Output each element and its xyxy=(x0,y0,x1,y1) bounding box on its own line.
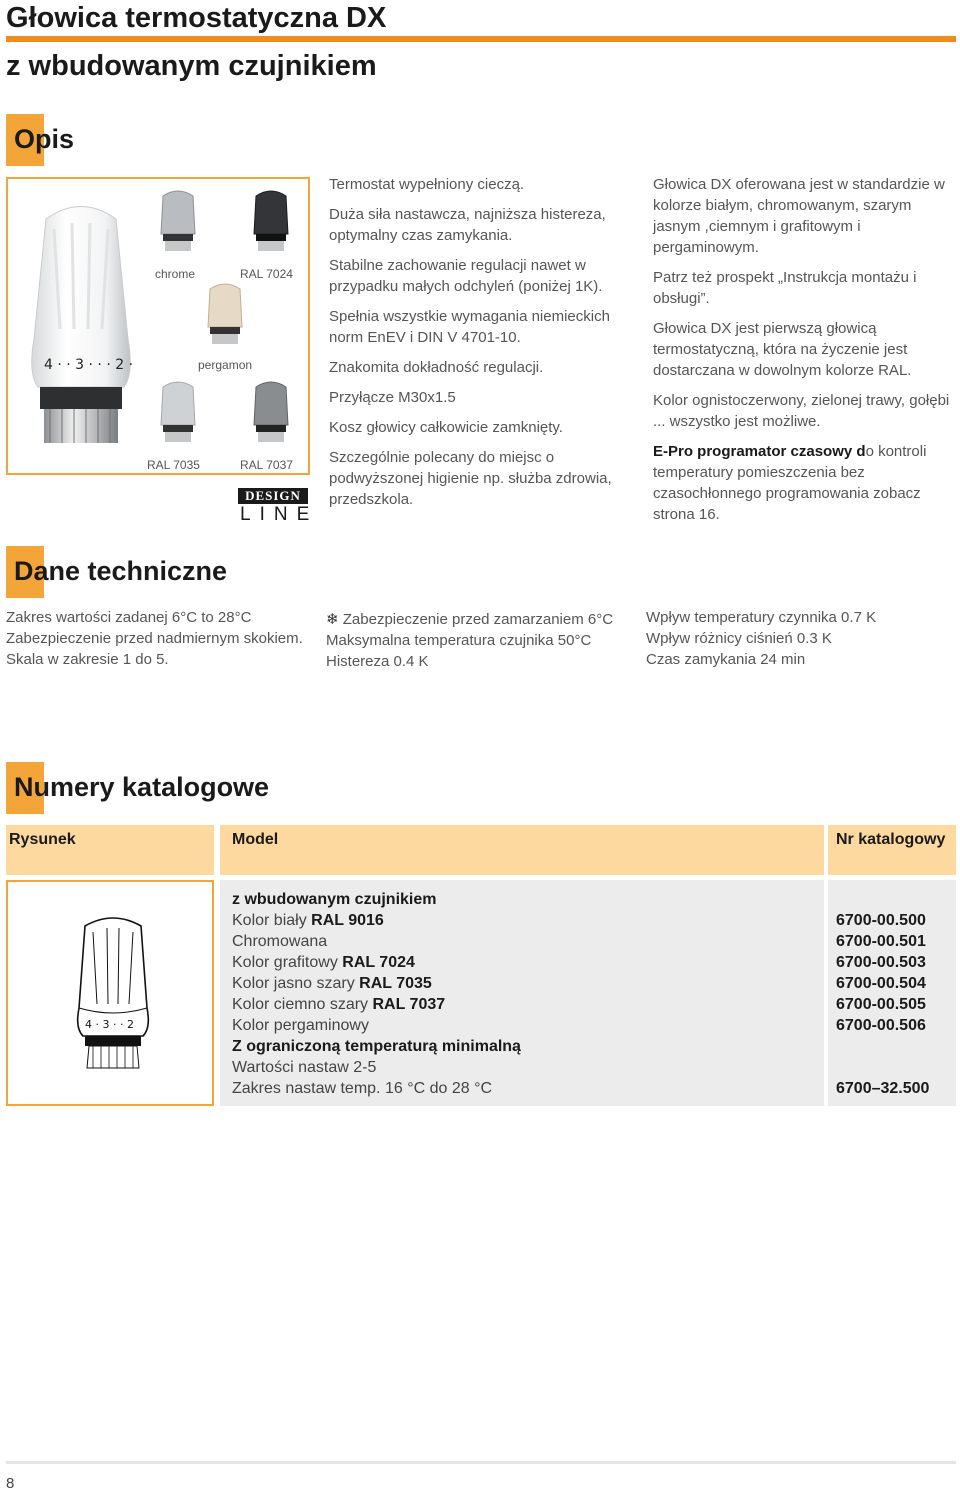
table-row: Kolor grafitowy RAL 7024 xyxy=(232,954,415,971)
table-header-nr: Nr katalogowy xyxy=(828,825,956,875)
dane-col1-item: Zakres wartości zadanej 6°C to 28°C xyxy=(6,609,252,626)
table-row: Kolor ciemno szary RAL 7037 xyxy=(232,996,446,1013)
section-heading-numery: Numery katalogowe xyxy=(6,762,346,814)
footer-rule xyxy=(6,1461,956,1464)
svg-text:4 · 3 · · 2: 4 · 3 · · 2 xyxy=(85,1018,134,1031)
title-line-2: z wbudowanym czujnikiem xyxy=(6,50,377,82)
opis-col3-item: Głowica DX jest pierwszą głowicą termostatyczną, która na życzenie jest dostarczana w dowolnym kolorze RAL. xyxy=(653,320,912,379)
product-image-frame xyxy=(6,177,310,475)
swatch-head-ral-7037 xyxy=(246,375,296,445)
group2-title: Z ograniczoną temperaturą minimalną xyxy=(232,1038,521,1055)
table-header-model: Model xyxy=(220,825,824,875)
group1-title: z wbudowanym czujnikiem xyxy=(232,891,437,908)
table-row: Zakres nastaw temp. 16 °C do 28 °C xyxy=(232,1080,493,1097)
title-line-1: Głowica termostatyczna DX xyxy=(6,2,387,34)
dane-col3-item: Wpływ temperatury czynnika 0.7 K xyxy=(646,609,877,626)
table-nr-cell xyxy=(828,880,956,1106)
section-heading-opis: Opis xyxy=(6,114,206,166)
design-line-logo xyxy=(238,488,319,525)
swatch-label-pergamon: pergamon xyxy=(198,358,253,372)
dane-col1-item: Zabezpieczenie przed nadmiernym skokiem. xyxy=(6,630,303,647)
section-heading-dane: Dane techniczne xyxy=(6,546,306,598)
swatch-head-pergamon xyxy=(200,277,250,347)
opis-col2 xyxy=(329,174,629,519)
dane-col2-frost-row: ❄ Zabezpieczenie przed zamarzaniem 6°C xyxy=(326,611,614,628)
catalog-number: 6700-00.504 xyxy=(836,975,926,992)
snowflake-icon: ❄ xyxy=(326,611,339,628)
opis-col3-item: Kolor ognistoczerwony, zielonej trawy, gołębi ... wszystko jest możliwe. xyxy=(653,392,950,430)
opis-col2-item: Przyłącze M30x1.5 xyxy=(329,389,456,406)
dane-col2 xyxy=(326,609,636,672)
opis-col3-item: Głowica DX oferowana jest w standardzie w kolorze białym, chromowanym, szarym jasnym ,ciemnym i grafitowym i pergaminowym. xyxy=(653,176,945,256)
swatch-head-ral-7035 xyxy=(153,375,203,445)
swatch-head-chrome xyxy=(153,184,203,254)
swatch-label-chrome: chrome xyxy=(155,267,196,281)
dane-col1 xyxy=(6,607,316,670)
opis-col2-item: Termostat wypełniony cieczą. xyxy=(329,176,525,193)
opis-col2-item: Znakomita dokładność regulacji. xyxy=(329,359,544,376)
dane-col3-item: Wpływ różnicy ciśnień 0.3 K xyxy=(646,630,832,647)
opis-col2-item: Stabilne zachowanie regulacji nawet w przypadku małych odchyleń (poniżej 1K). xyxy=(329,257,603,295)
opis-col2-item: Duża siła nastawcza, najniższa histereza, optymalny czas zamykania. xyxy=(329,206,606,244)
catalog-number: 6700-00.503 xyxy=(836,954,926,971)
table-row: Chromowana xyxy=(232,933,328,950)
thermostat-line-drawing xyxy=(63,908,163,1078)
swatch-label-ral-7024: RAL 7024 xyxy=(240,267,293,281)
svg-text:4 · · 3 · · · 2 ·: 4 · · 3 · · · 2 · xyxy=(44,357,134,373)
opis-col2-item: Spełnia wszystkie wymagania niemieckich norm EnEV i DIN V 4701-10. xyxy=(329,308,610,346)
dane-col1-item: Skala w zakresie 1 do 5. xyxy=(6,651,169,668)
design-logo-top: DESIGN xyxy=(238,488,308,504)
dane-col3-item: Czas zamykania 24 min xyxy=(646,651,806,668)
opis-col3 xyxy=(653,174,953,534)
catalog-number: 6700-00.501 xyxy=(836,933,926,950)
table-row: Wartości nastaw 2-5 xyxy=(232,1059,377,1076)
catalog-number: 6700-00.506 xyxy=(836,1017,926,1034)
dane-col2-item: Maksymalna temperatura czujnika 50°C xyxy=(326,632,592,649)
swatch-label-ral-7035: RAL 7035 xyxy=(147,458,200,472)
dane-col3 xyxy=(646,607,956,670)
table-drawing-cell xyxy=(6,880,214,1106)
opis-col3-epro: E-Pro programator czasowy do kontroli temperatury pomieszczenia bez czasochłonnego programowania zobacz strona 16. xyxy=(653,443,927,523)
page-number: 8 xyxy=(6,1475,15,1492)
table-header-rysunek: Rysunek xyxy=(6,825,214,875)
opis-col2-item: Kosz głowicy całkowicie zamknięty. xyxy=(329,419,563,436)
design-logo-bottom: LINE xyxy=(240,504,319,525)
catalog-number: 6700-00.500 xyxy=(836,912,926,929)
table-row: Kolor pergaminowy xyxy=(232,1017,369,1034)
opis-col2-item: Szczególnie polecany do miejsc o podwyższonej higienie np. służba zdrowia, przedszkola. xyxy=(329,449,612,508)
table-row: Kolor biały RAL 9016 xyxy=(232,912,384,929)
dane-col2-item: Histereza 0.4 K xyxy=(326,653,429,670)
catalog-number: 6700-00.505 xyxy=(836,996,926,1013)
catalog-number: 6700–32.500 xyxy=(836,1080,930,1097)
swatch-head-ral-7024 xyxy=(246,184,296,254)
opis-col3-item: Patrz też prospekt „Instrukcja montażu i obsługi”. xyxy=(653,269,917,307)
thermostat-head-white-image xyxy=(16,189,146,459)
table-row: Kolor jasno szary RAL 7035 xyxy=(232,975,432,992)
table-model-cell xyxy=(220,880,824,1106)
swatch-label-ral-7037: RAL 7037 xyxy=(240,458,293,472)
